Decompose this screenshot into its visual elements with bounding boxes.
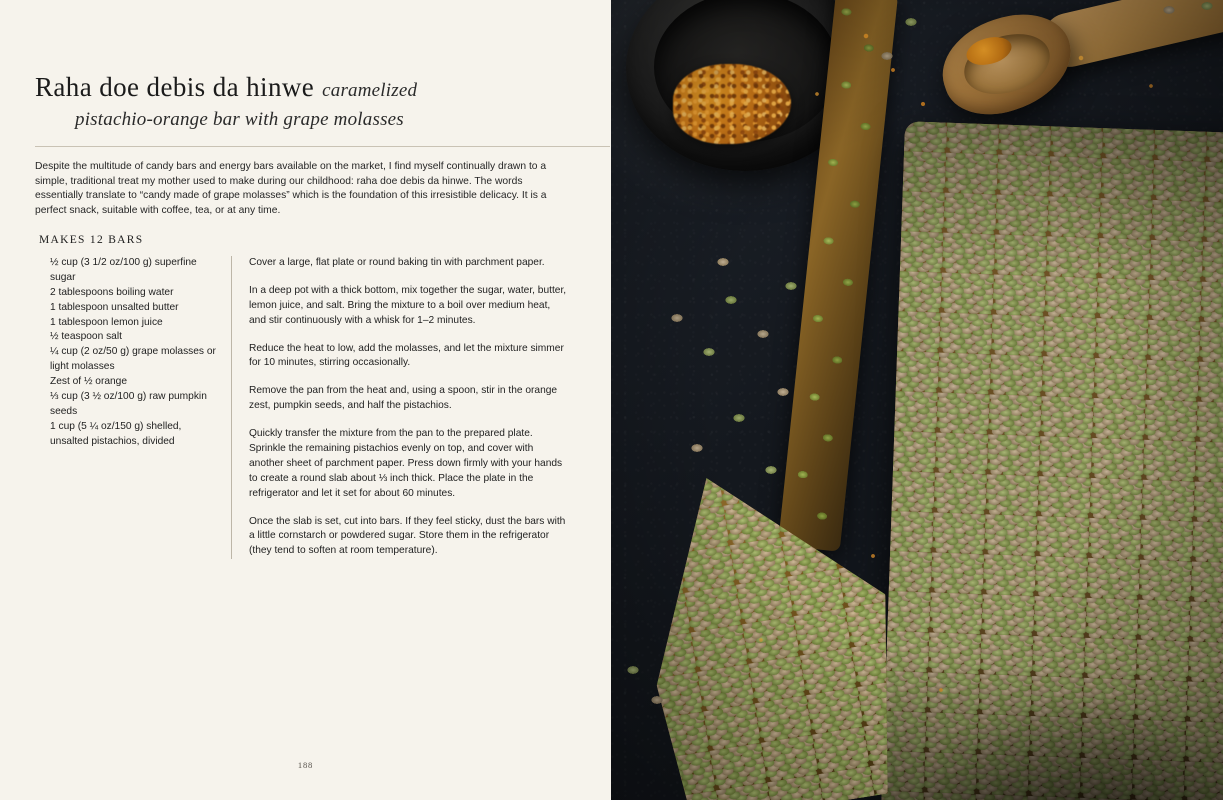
page-title: Raha doe debis da hinwe — [35, 72, 315, 102]
recipe-subtitle-line2: pistachio-orange bar with grape molasses — [75, 109, 404, 131]
brittle-slab — [881, 121, 1223, 800]
recipe-yield: MAKES 12 BARS — [39, 234, 144, 246]
recipe-columns — [39, 256, 569, 559]
ingredient-item: ¼ cup (2 oz/50 g) grape molasses or light molasses — [50, 346, 216, 373]
method-step: Reduce the heat to low, add the molasses, and let the mixture simmer for 10 minutes, stirring occasionally. — [249, 342, 564, 369]
ingredients-list — [39, 256, 231, 559]
ingredient-item: ½ cup (3 1/2 oz/100 g) superfine sugar — [50, 257, 197, 283]
page-number: 188 — [297, 760, 314, 770]
recipe-text-page — [0, 0, 611, 800]
method-step: Remove the pan from the heat and, using a spoon, stir in the orange zest, pumpkin seeds, and half the pistachios. — [249, 385, 558, 412]
ingredient-item: Zest of ½ orange — [50, 376, 128, 388]
recipe-subtitle-line1: caramelized — [322, 80, 418, 101]
method-step: Once the slab is set, cut into bars. If they feel sticky, dust the bars with a little cornstarch or powdered sugar. Store them in the refrigerator (they tend to soften at room temperature). — [249, 515, 566, 557]
method-step: Cover a large, flat plate or round baking tin with parchment paper. — [249, 257, 545, 268]
spoon-bowl-interior — [957, 24, 1058, 104]
title-divider — [35, 146, 610, 147]
ingredient-item: ⅓ cup (3 ½ oz/100 g) raw pumpkin seeds — [50, 391, 207, 417]
method-step: In a deep pot with a thick bottom, mix together the sugar, water, butter, lemon juice, and salt. Bring the mixture to a boil over medium heat, and stir continuously with a whisk for 1–2 minutes. — [249, 284, 567, 326]
ingredient-item: 1 cup (5 ¼ oz/150 g) shelled, unsalted pistachios, divided — [50, 420, 182, 447]
recipe-title-block — [35, 72, 575, 131]
ingredient-item: 1 tablespoon unsalted butter — [50, 301, 179, 313]
method-step: Quickly transfer the mixture from the pan to the prepared plate. Sprinkle the remaining pistachios evenly on top, and cover with another sheet of parchment paper. Press down firmly with your hands to create a round slab about ⅓ inch thick. Place the plate in the refrigerator and let it set for about 60 minutes. — [249, 428, 563, 499]
method-steps — [231, 256, 567, 559]
slab-shading — [881, 121, 1223, 800]
ingredient-item: 1 tablespoon lemon juice — [50, 316, 163, 328]
recipe-headnote: Despite the multitude of candy bars and energy bars available on the market, I find myself continually drawn to a simple, traditional treat my mother used to make during our childhood: raha doe debis da hinwe. The words essentially translate to “candy made of grape molasses” which is the foundation of this irresistible delicacy. It is a perfect snack, suitable with coffee, tea, or at any time. — [35, 161, 547, 216]
recipe-photo — [611, 0, 1223, 800]
ingredient-item: ½ teaspoon salt — [50, 331, 122, 343]
ingredient-item: 2 tablespoons boiling water — [50, 286, 174, 298]
